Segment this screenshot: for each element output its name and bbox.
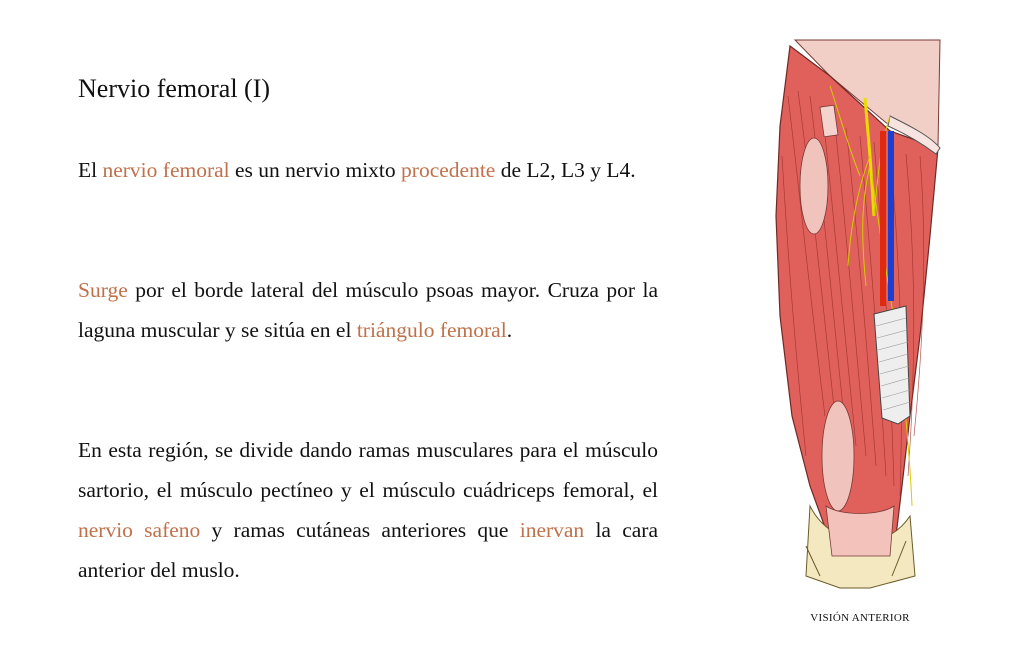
- highlight-term: nervio safeno: [78, 518, 201, 542]
- text: por el borde lateral del músculo psoas mayor. Cruza por la laguna muscular y se sitúa en el: [78, 278, 658, 342]
- text: es un nervio mixto: [229, 158, 402, 182]
- highlight-term: procedente: [401, 158, 496, 182]
- paragraph-origin: [78, 150, 658, 190]
- highlight-term: Surge: [78, 278, 128, 302]
- text: y ramas cutáneas anteriores que: [200, 518, 520, 542]
- paragraph-branches: [78, 430, 658, 590]
- text: de L2, L3 y L4.: [495, 158, 636, 182]
- page-title: Nervio femoral (I): [78, 74, 271, 103]
- highlight-term: inervan: [519, 518, 585, 542]
- highlight-term: triángulo femoral: [356, 318, 507, 342]
- text: .: [506, 318, 513, 342]
- highlight-term: nervio femoral: [102, 158, 230, 182]
- text: El: [78, 158, 103, 182]
- thigh-anatomy-illustration: [770, 36, 946, 596]
- figure-caption: VISIÓN ANTERIOR: [810, 612, 910, 624]
- text: En esta región, se divide dando ramas musculares para el músculo sartorio, el músculo pectíneo y el músculo cuádriceps femoral, el: [78, 438, 658, 502]
- paragraph-course: [78, 270, 658, 350]
- text: la cara anterior del muslo.: [78, 518, 658, 582]
